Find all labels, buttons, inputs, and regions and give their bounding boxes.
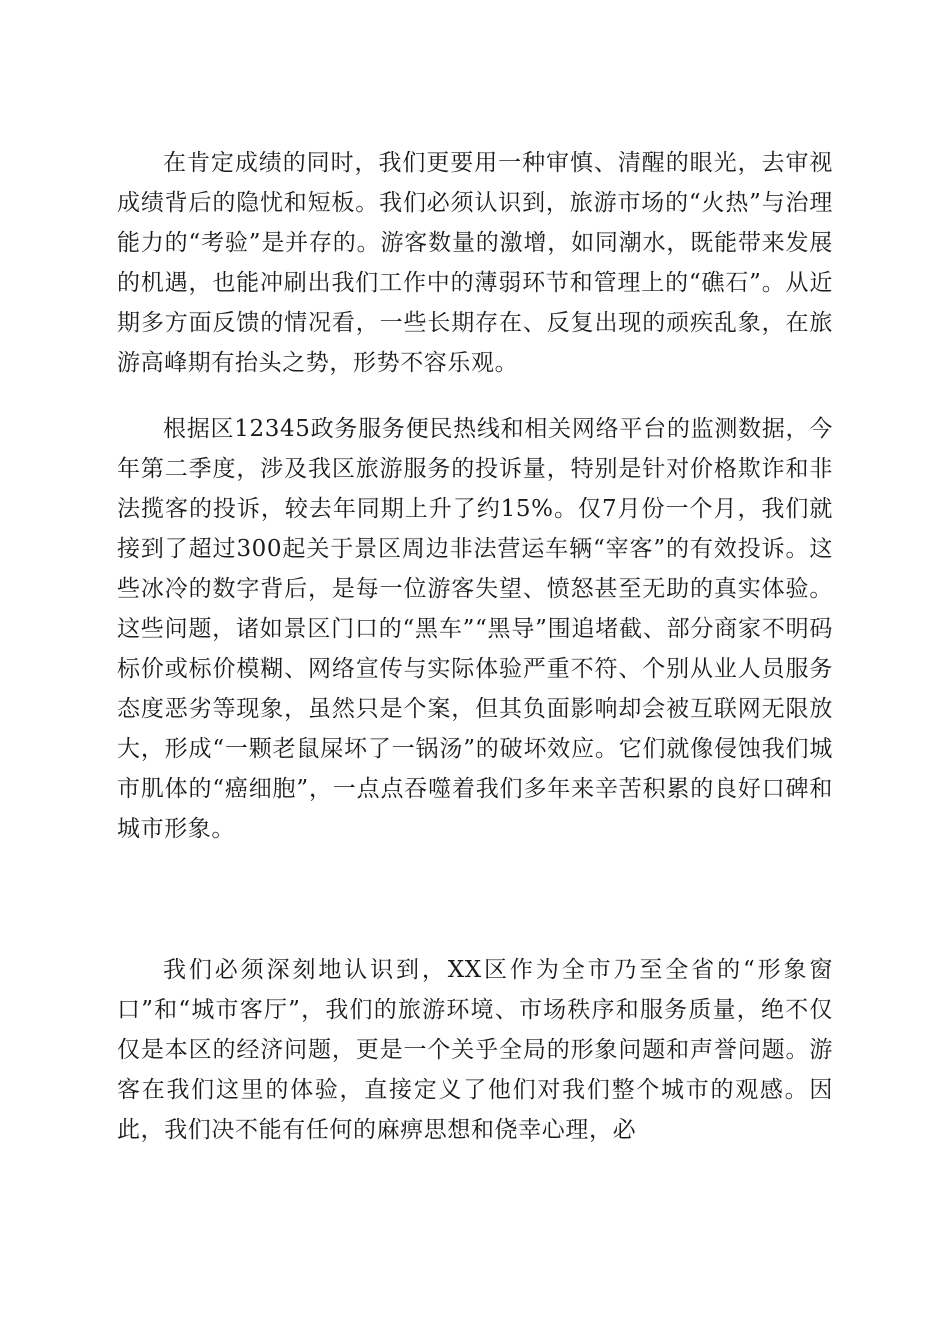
paragraph-1: 在肯定成绩的同时，我们更要用一种审慎、清醒的眼光，去审视成绩背后的隐忧和短板。我们必须认识到，旅游市场的“火热”与治理能力的“考验”是并存的。游客数量的激增，如同潮水，既能带来发展的机遇，也能冲刷出我们工作中的薄弱环节和管理上的“礁石”。从近期多方面反馈的情况看，一些长期存在、反复出现的顽疾乱象，在旅游高峰期有抬头之势，形势不容乐观。 [117, 150, 833, 376]
paragraph-3: 我们必须深刻地认识到，XX区作为全市乃至全省的“形象窗口”和“城市客厅”，我们的旅游环境、市场秩序和服务质量，绝不仅仅是本区的经济问题，更是一个关乎全局的形象问题和声誉问题。游客在我们这里的体验，直接定义了他们对我们整个城市的观感。因此，我们决不能有任何的麻痹思想和侥幸心理，必 [117, 957, 833, 1143]
paragraph-2: 根据区12345政务服务便民热线和相关网络平台的监测数据，今年第二季度，涉及我区旅游服务的投诉量，特别是针对价格欺诈和非法揽客的投诉，较去年同期上升了约15%。仅7月份一个月，我们就接到了超过300起关于景区周边非法营运车辆“宰客”的有效投诉。这些冰冷的数字背后，是每一位游客失望、愤怒甚至无助的真实体验。这些问题，诸如景区门口的“黑车”“黑导”围追堵截、部分商家不明码标价或标价模糊、网络宣传与实际体验严重不符、个别从业人员服务态度恶劣等现象，虽然只是个案，但其负面影响却会被互联网无限放大，形成“一颗老鼠屎坏了一锅汤”的破坏效应。它们就像侵蚀我们城市肌体的“癌细胞”，一点点吞噬着我们多年来辛苦积累的良好口碑和城市形象。 [117, 416, 833, 842]
